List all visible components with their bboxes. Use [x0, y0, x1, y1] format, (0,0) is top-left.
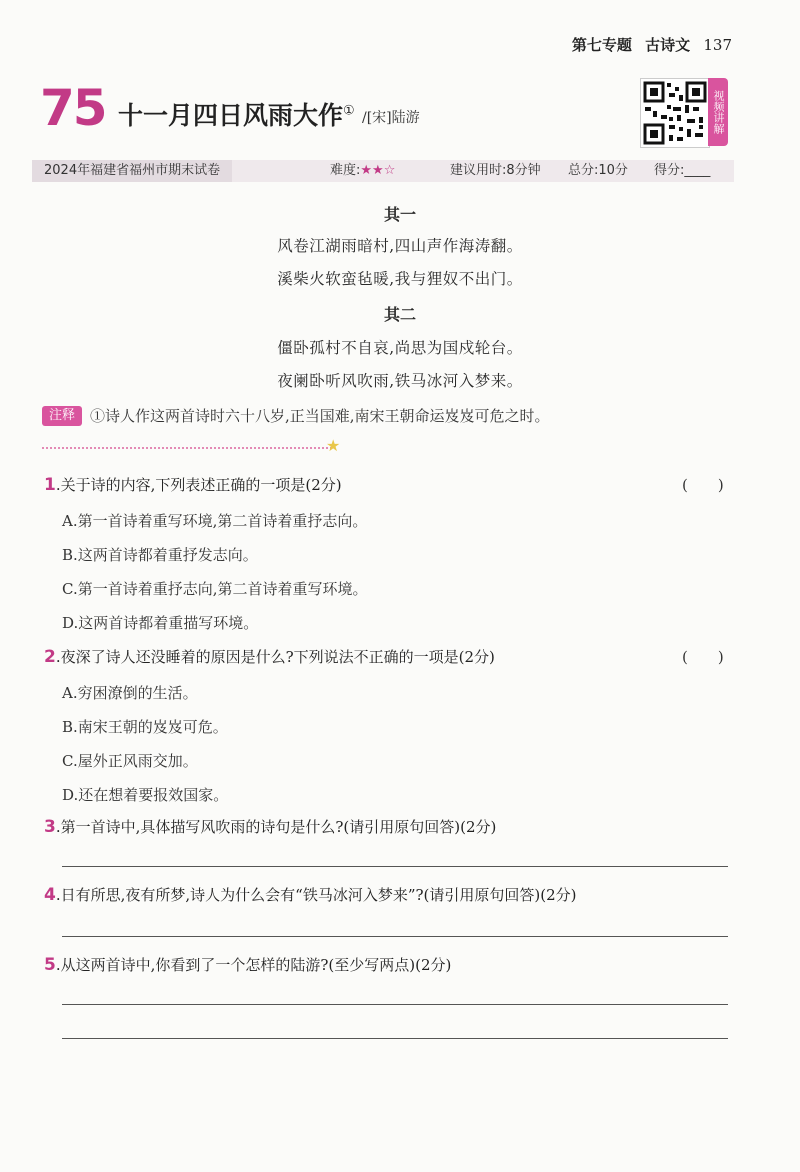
total-score: 总分:10分: [568, 163, 628, 178]
answer-line[interactable]: [62, 936, 728, 937]
option-c: C.第一首诗着重抒志向,第二首诗着重写环境。: [62, 580, 368, 598]
question-number: 4: [44, 885, 56, 905]
option-d: D.这两首诗都着重描写环境。: [62, 614, 259, 632]
star-icon: ★: [326, 436, 341, 455]
suggested-time: 建议用时:8分钟: [450, 163, 541, 178]
difficulty-stars: ★★☆: [360, 163, 396, 178]
score-field: 得分:____: [654, 163, 711, 178]
question-number: 2: [44, 647, 56, 667]
qr-video-tab[interactable]: 视频讲解: [708, 78, 728, 146]
poem-author: /[宋]陆游: [362, 110, 420, 126]
exam-info-bar: [32, 160, 734, 182]
question-number: 3: [44, 817, 56, 837]
section-label: 古诗文: [645, 36, 691, 54]
question-3: [44, 816, 496, 837]
option-d: D.还在想着要报效国家。: [62, 786, 229, 804]
answer-bracket[interactable]: ( ): [682, 648, 724, 666]
poem-line: 夜阑卧听风吹雨,铁马冰河入梦来。: [277, 372, 523, 390]
note-mark: ①: [343, 103, 355, 119]
decorative-divider: [42, 447, 332, 449]
poem-line: 僵卧孤村不自哀,尚思为国戍轮台。: [277, 339, 523, 357]
question-text: .夜深了诗人还没睡着的原因是什么?下列说法不正确的一项是(2分): [55, 648, 495, 666]
chapter-label: 第七专题: [571, 36, 632, 54]
poem-part2-title: 其二: [383, 305, 416, 324]
lesson-number: 75: [40, 79, 106, 137]
qr-code[interactable]: [640, 78, 710, 148]
exam-source: 2024年福建省福州市期末试卷: [32, 160, 232, 182]
annotation-text: ①诗人作这两首诗时六十八岁,正当国难,南宋王朝命运岌岌可危之时。: [90, 407, 550, 425]
page-number: 137: [703, 36, 732, 54]
option-a: A.第一首诗着重写环境,第二首诗着重抒志向。: [62, 512, 368, 530]
annotation-tag: 注释: [42, 406, 82, 426]
answer-bracket[interactable]: ( ): [682, 476, 724, 494]
question-4: [44, 884, 576, 905]
poem-line: 风卷江湖雨暗村,四山声作海涛翻。: [277, 237, 523, 255]
difficulty: [330, 160, 395, 182]
question-text: .第一首诗中,具体描写风吹雨的诗句是什么?(请引用原句回答)(2分): [55, 818, 497, 836]
option-a: A.穷困潦倒的生活。: [62, 684, 198, 702]
question-1: [44, 474, 342, 495]
option-c: C.屋外正风雨交加。: [62, 752, 198, 770]
difficulty-label: 难度:: [330, 163, 361, 178]
page-header: [564, 34, 732, 55]
question-number: 1: [44, 475, 56, 495]
question-text: .日有所思,夜有所梦,诗人为什么会有“铁马冰河入梦来”?(请引用原句回答)(2分): [55, 886, 577, 904]
option-b: B.这两首诗都着重抒发志向。: [62, 546, 258, 564]
lesson-title-text: 十一月四日风雨大作: [118, 101, 344, 130]
poem-line: 溪柴火软蛮毡暖,我与狸奴不出门。: [277, 270, 523, 288]
answer-line[interactable]: [62, 1004, 728, 1005]
answer-line[interactable]: [62, 1038, 728, 1039]
question-2: [44, 646, 495, 667]
option-b: B.南宋王朝的岌岌可危。: [62, 718, 228, 736]
question-number: 5: [44, 955, 56, 975]
poem-part1-title: 其一: [383, 205, 416, 224]
question-text: .关于诗的内容,下列表述正确的一项是(2分): [55, 476, 342, 494]
qr-code-icon: [641, 79, 709, 147]
question-5: [44, 954, 451, 975]
answer-line[interactable]: [62, 866, 728, 867]
lesson-title: [118, 96, 355, 132]
question-text: .从这两首诗中,你看到了一个怎样的陆游?(至少写两点)(2分): [55, 956, 452, 974]
